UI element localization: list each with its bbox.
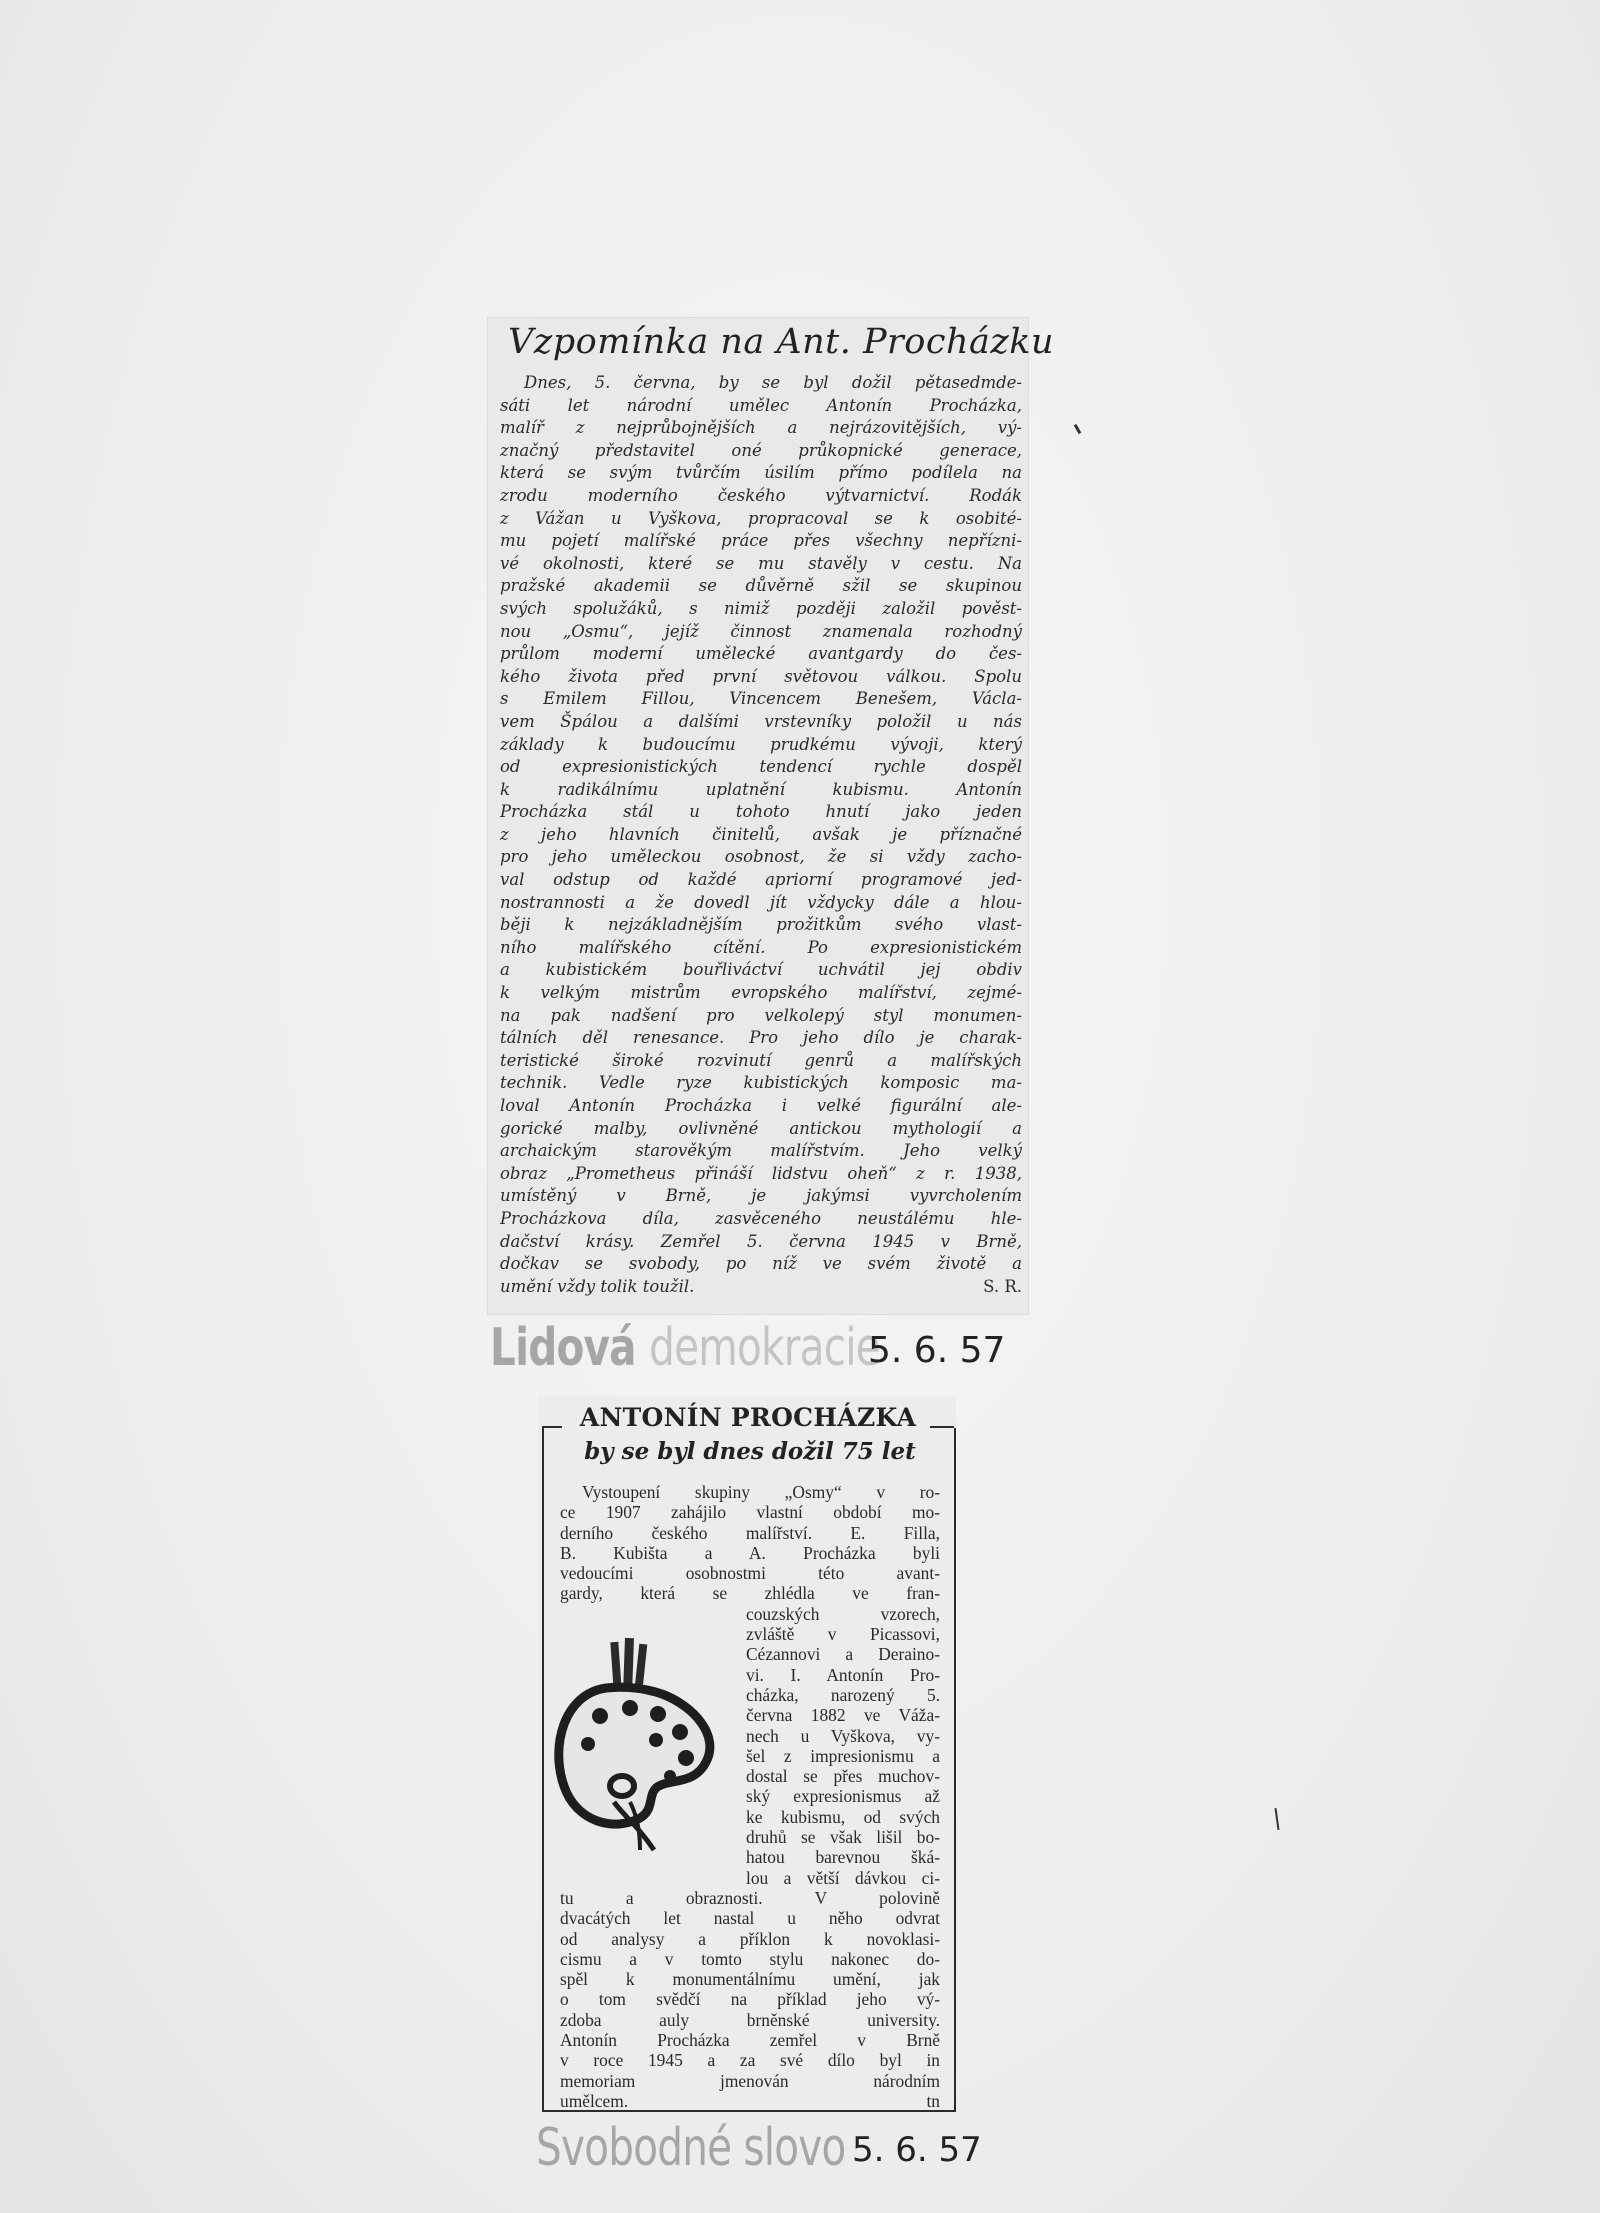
clipping-2-handwritten-date: 5. 6. 57 [852,2130,982,2170]
article-1-line: nostrannosti a že dovedl jít vždycky dále a hlou- [500,892,1022,912]
article-1-line: zrodu moderního českého výtvarnictví. Rodák [500,485,1022,505]
article-1-line: obraz „Prometheus přináší lidstvu oheň“ z r. 1938, [500,1163,1022,1183]
article-2-line: Cézannovi a Deraino- [746,1644,940,1665]
article-2-line: umělcem. tn [560,2090,940,2111]
article-1-line: svých spolužáků, s nimiž později založil pověst- [500,598,1022,618]
article-2-line: vi. I. Antonín Pro- [746,1664,940,1685]
article-1-line: od expresionistických tendencí rychle dospěl [500,757,1022,777]
article-1-line: vé okolnosti, které se mu stavěly v cestu. Na [500,553,1022,573]
article-2-line: B. Kubišta a A. Procházka byli [560,1542,940,1563]
article-2-line: dostal se přes muchov- [746,1766,940,1787]
article-1-line: pro jeho uměleckou osobnost, že si vždy zacho- [500,847,1022,867]
article-1-line: Procházkova díla, zasvěceného neustálému hle- [500,1208,1022,1228]
article-1-line: značný představitel oné průkopnické generace, [500,440,1022,460]
article-1-line: z jeho hlavních činitelů, avšak je příznačné [500,824,1022,844]
article-1-line: s Emilem Fillou, Vincencem Benešem, Václa- [500,689,1022,709]
article-1-line: archaickým starověkým malířstvím. Jeho velký [500,1141,1022,1161]
article-2-line: zdoba auly brněnské university. [560,2009,940,2030]
article-1-line: Procházka stál u tohoto hnutí jako jeden [500,802,1022,822]
article-2-line: šel z impresionismu a [746,1745,940,1766]
article-1-line: a kubistickém bouřliváctví uchvátil jej obdiv [500,960,1022,980]
article-1-line: pražské akademii se důvěrně sžil se skupinou [500,576,1022,596]
article-2-line: dvacátých let nastal u něho odvrat [560,1908,940,1929]
article-1-line: běji k nejzákladnějším prožitkům svého vlast- [500,915,1022,935]
article-1-line: gorické malby, ovlivněné antickou mythologií a [500,1118,1022,1138]
clipping-2-subtitle: by se byl dnes dožil 75 let [584,1438,916,1465]
article-2-line: lou a větší dávkou ci- [746,1867,940,1888]
article-1-line: val odstup od každé apriorní programové jed- [500,870,1022,890]
article-2-line: derního českého malířství. E. Filla, [560,1522,940,1543]
article-2-line: o tom svědčí na příklad jeho vý- [560,1989,940,2010]
article-1-line: dočkav se svobody, po níž ve svém životě a [500,1254,1022,1274]
article-2-line: ce 1907 zahájilo vlastní období mo- [560,1502,940,1523]
article-1-line: loval Antonín Procházka i velké figurální ale- [500,1096,1022,1115]
article-2-line: couzských vzorech, [746,1603,940,1624]
article-1-line: tálních děl renesance. Pro jeho dílo je charak- [500,1028,1022,1048]
painter-palette-icon [544,1636,740,1860]
article-1-line: nou „Osmu“, jejíž činnost znamenala rozhodný [500,621,1022,641]
article-1-line: teristické široké rozvinutí genrů a malířských [500,1050,1022,1070]
article-1-line: sáti let národní umělec Antonín Procházka, [500,395,1022,415]
clipping-1-source [490,1318,880,1380]
article-2-line: ský expresionismus až [746,1786,940,1807]
article-1-line: mu pojetí malířské práce přes všechny nepřízni- [500,531,1022,551]
article-1-line: na pak nadšení pro velkolepý styl monumen- [500,1005,1022,1025]
article-2-line: cismu a v tomto stylu nakonec do- [560,1948,940,1969]
article-2-line: v roce 1945 a za své dílo byl in [560,2050,940,2071]
article-1-line: Dnes, 5. června, by se byl dožil pětasedmde- [524,373,1022,392]
article-2-line: cházka, narozený 5. [746,1684,940,1705]
article-1-line: kého života před první světovou válkou. Spolu [500,666,1022,686]
clipping-1-title: Vzpomínka na Ant. Procházku [508,322,1055,362]
article-2-line: od analysy a příklon k novoklasi- [560,1928,940,1949]
article-2-line: vedoucími osobnostmi této avant- [560,1563,940,1584]
article-2-line: hatou barevnou šká- [746,1847,940,1868]
clipping-2-source: Svobodné slovo [536,2118,846,2178]
article-1-line: umístěný v Brně, je jakýmsi vyvrcholením [500,1186,1022,1206]
article-2-line: gardy, která se zhlédla ve fran- [560,1583,940,1604]
article-1-line: ního malířského cítění. Po expresionistickém [500,937,1022,957]
article-1-line: z Vážan u Vyškova, propracoval se k osobité- [500,508,1022,528]
article-2-line: spěl k monumentálnímu umění, jak [560,1969,940,1990]
article-2-line: druhů se však lišil bo- [746,1827,940,1848]
article-2-line: ke kubismu, od svých [746,1806,940,1827]
article-1-line: k velkým mistrům evropského malířství, zejmé- [500,983,1022,1003]
article-1-line: základy k budoucímu prudkému vývoji, který [500,734,1022,754]
article-2-line: tu a obraznosti. V polovině [560,1887,940,1908]
clipping-1-body [500,372,1022,1298]
article-2-line: nech u Vyškova, vy- [746,1725,940,1746]
clipping-1-handwritten-date: 5. 6. 57 [868,1330,1006,1371]
article-2-line: Antonín Procházka zemřel v Brně [560,2030,940,2051]
source-1-word-a: Lidová [490,1318,636,1378]
source-1-word-b: demokracie [649,1318,880,1378]
article-2-line: zvláště v Picassovi, [746,1624,940,1645]
article-1-line: umění vždy tolik toužil. S. R. [500,1276,1022,1299]
article-1-line: průlom moderní umělecké avantgardy do čes- [500,644,1022,664]
article-1-line: dačství krásy. Zemřel 5. června 1945 v Brně, [500,1231,1022,1251]
clipping-2-title: ANTONÍN PROCHÁZKA [579,1403,917,1432]
article-2-line: memoriam jmenován národním [560,2070,940,2091]
article-1-line: malíř z nejprůbojnějších a nejrázovitějších, vý- [500,418,1022,438]
article-1-line: která se svým tvůrčím úsilím přímo podílela na [500,463,1022,483]
article-1-line: technik. Vedle ryze kubistických komposic ma- [500,1073,1022,1093]
article-1-line: k radikálnímu uplatnění kubismu. Antonín [500,779,1022,799]
article-1-signature: S. R. [983,1276,1022,1296]
article-1-line: vem Špálou a dalšími vrstevníky položil u nás [500,711,1022,731]
article-2-line: Vystoupení skupiny „Osmy“ v ro- [582,1482,940,1502]
article-2-line: června 1882 ve Váža- [746,1705,940,1726]
